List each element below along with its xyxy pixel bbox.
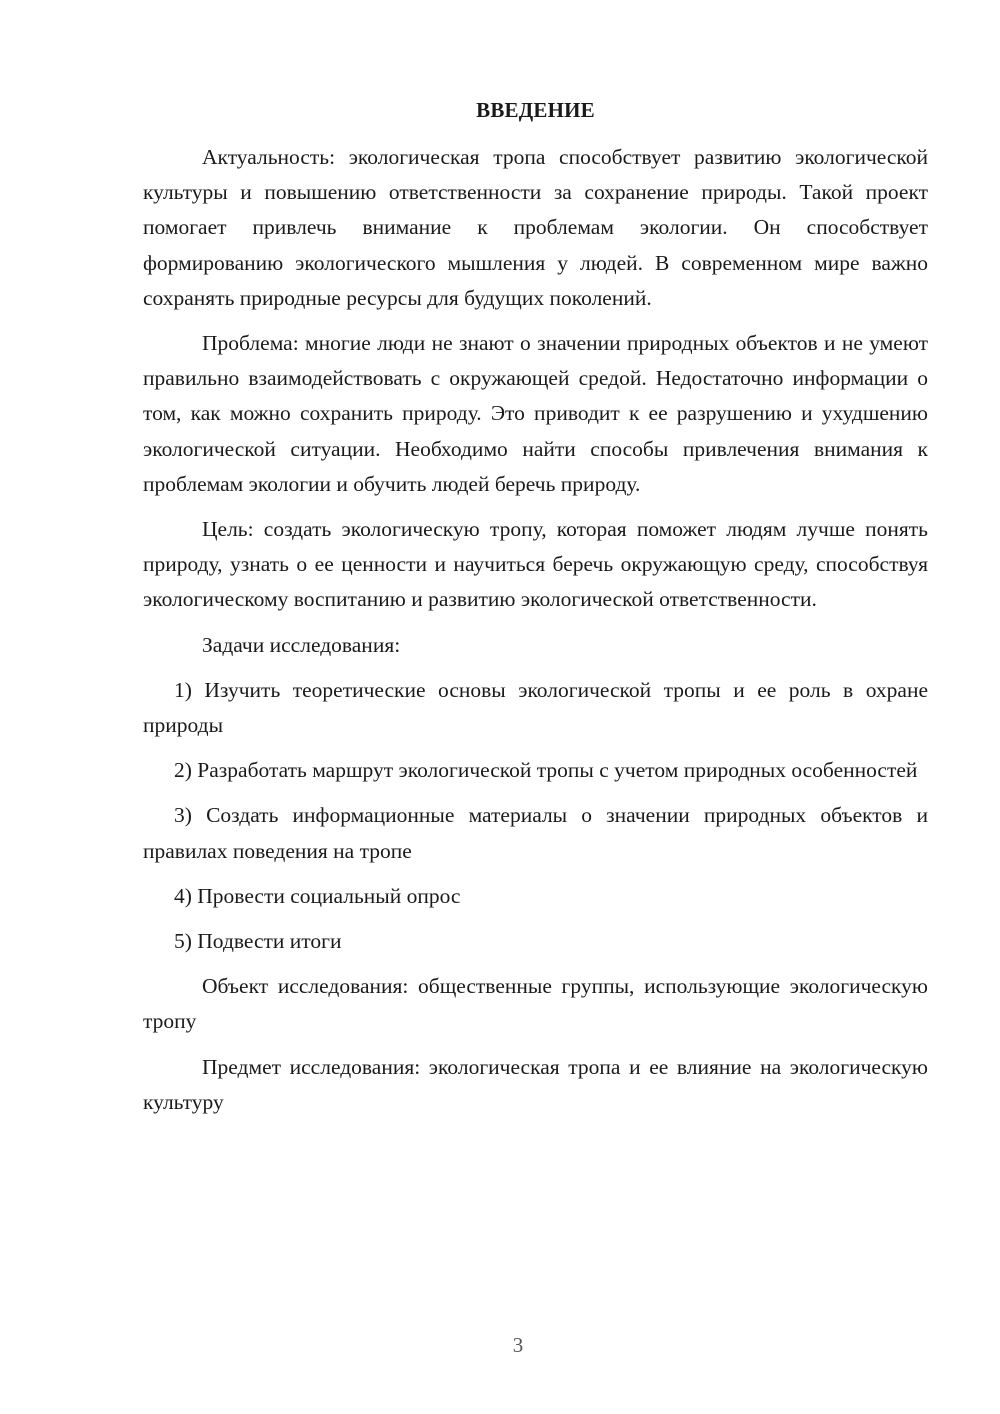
page-number: 3 bbox=[512, 1333, 524, 1357]
task-item-2: 2) Разработать маршрут экологической тропы с учетом природных особенностей bbox=[174, 758, 918, 783]
page-title: ВВЕДЕНИЕ bbox=[476, 98, 595, 122]
task-item-5: 5) Подвести итоги bbox=[174, 929, 342, 954]
paragraph-goal: Цель: создать экологическую тропу, которая поможет людям лучше понять природу, узнать о ее ценности и научиться беречь окружающую среду, способствуя экологическому воспитанию и развитию экологической ответственности. bbox=[143, 517, 928, 612]
paragraph-relevance: Актуальность: экологическая тропа способствует развитию экологической культуры и повышению ответственности за сохранение природы. Такой проект помогает привлечь внимание к проблемам экологии. Он способствует формированию экологического мышления у людей. В современном мире важно сохранять природные ресурсы для будущих поколений. bbox=[143, 145, 928, 310]
task-item-4: 4) Провести социальный опрос bbox=[174, 883, 461, 908]
task-item-3: 3) Создать информационные материалы о значении природных объектов и правилах поведения на тропе bbox=[143, 803, 928, 863]
paragraph-object: Объект исследования: общественные группы, использующие экологическую тропу bbox=[143, 974, 928, 1034]
document-page bbox=[143, 93, 928, 1130]
paragraph-subject: Предмет исследования: экологическая тропа и ее влияние на экологическую культуру bbox=[143, 1054, 928, 1114]
tasks-list bbox=[143, 673, 928, 959]
paragraph-problem: Проблема: многие люди не знают о значении природных объектов и не умеют правильно взаимодействовать с окружающей средой. Недостаточно информации о том, как можно сохранить природу. Это приводит к ее разрушению и ухудшению экологической ситуации. Необходимо найти способы привлечения внимания к проблемам экологии и обучить людей беречь природу. bbox=[143, 331, 928, 496]
tasks-heading: Задачи исследования: bbox=[202, 632, 401, 657]
task-item-1: 1) Изучить теоретические основы экологической тропы и ее роль в охране природы bbox=[143, 677, 928, 738]
